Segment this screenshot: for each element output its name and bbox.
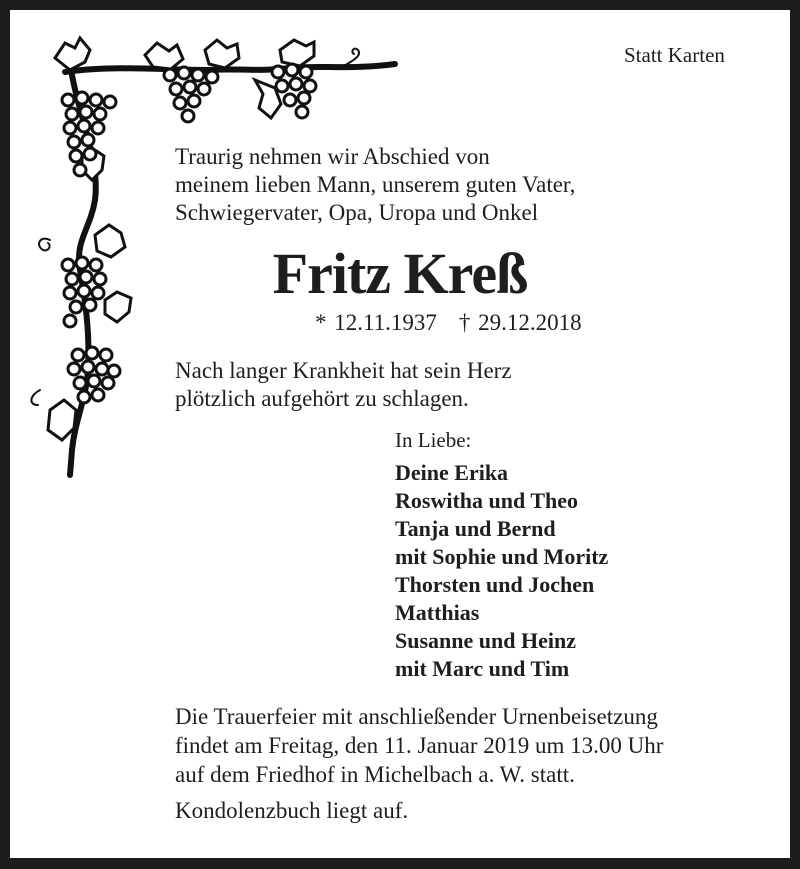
- mourner: Thorsten und Jochen: [395, 572, 595, 597]
- mourner: Deine Erika: [395, 460, 509, 485]
- funeral-line: auf dem Friedhof in Michelbach a. W. statt.: [175, 762, 575, 787]
- deceased-name: Fritz Kreß: [272, 241, 528, 306]
- illness-line: plötzlich aufgehört zu schlagen.: [175, 386, 469, 411]
- intro-text: [175, 143, 575, 227]
- illness-line: Nach langer Krankheit hat sein Herz: [175, 358, 512, 383]
- mourner: mit Sophie und Moritz: [395, 544, 609, 569]
- mourners-list: [395, 459, 608, 683]
- mourner: Roswitha und Theo: [395, 488, 578, 513]
- birth-date: * 12.11.1937: [315, 310, 437, 335]
- life-dates: [315, 310, 582, 336]
- illness-text: [175, 357, 512, 413]
- funeral-info: [175, 702, 663, 789]
- intro-line: Traurig nehmen wir Abschied von: [175, 144, 490, 169]
- intro-line: meinem lieben Mann, unserem guten Vater,: [175, 172, 576, 197]
- mourner: Susanne und Heinz: [395, 628, 576, 653]
- death-date: † 29.12.2018: [458, 310, 582, 335]
- mourner: Matthias: [395, 600, 480, 625]
- obituary-card: [10, 10, 790, 858]
- funeral-line: findet am Freitag, den 11. Januar 2019 um 13.00 Uhr: [175, 733, 664, 758]
- condolence-note: Kondolenzbuch liegt auf.: [175, 798, 409, 823]
- funeral-line: Die Trauerfeier mit anschließender Urnenbeisetzung: [175, 704, 658, 729]
- closing-label: In Liebe:: [395, 428, 472, 452]
- mourner: mit Marc und Tim: [395, 656, 570, 681]
- mourner: Tanja und Bernd: [395, 516, 556, 541]
- header-note: Statt Karten: [624, 43, 725, 67]
- intro-line: Schwiegervater, Opa, Uropa und Onkel: [175, 200, 539, 225]
